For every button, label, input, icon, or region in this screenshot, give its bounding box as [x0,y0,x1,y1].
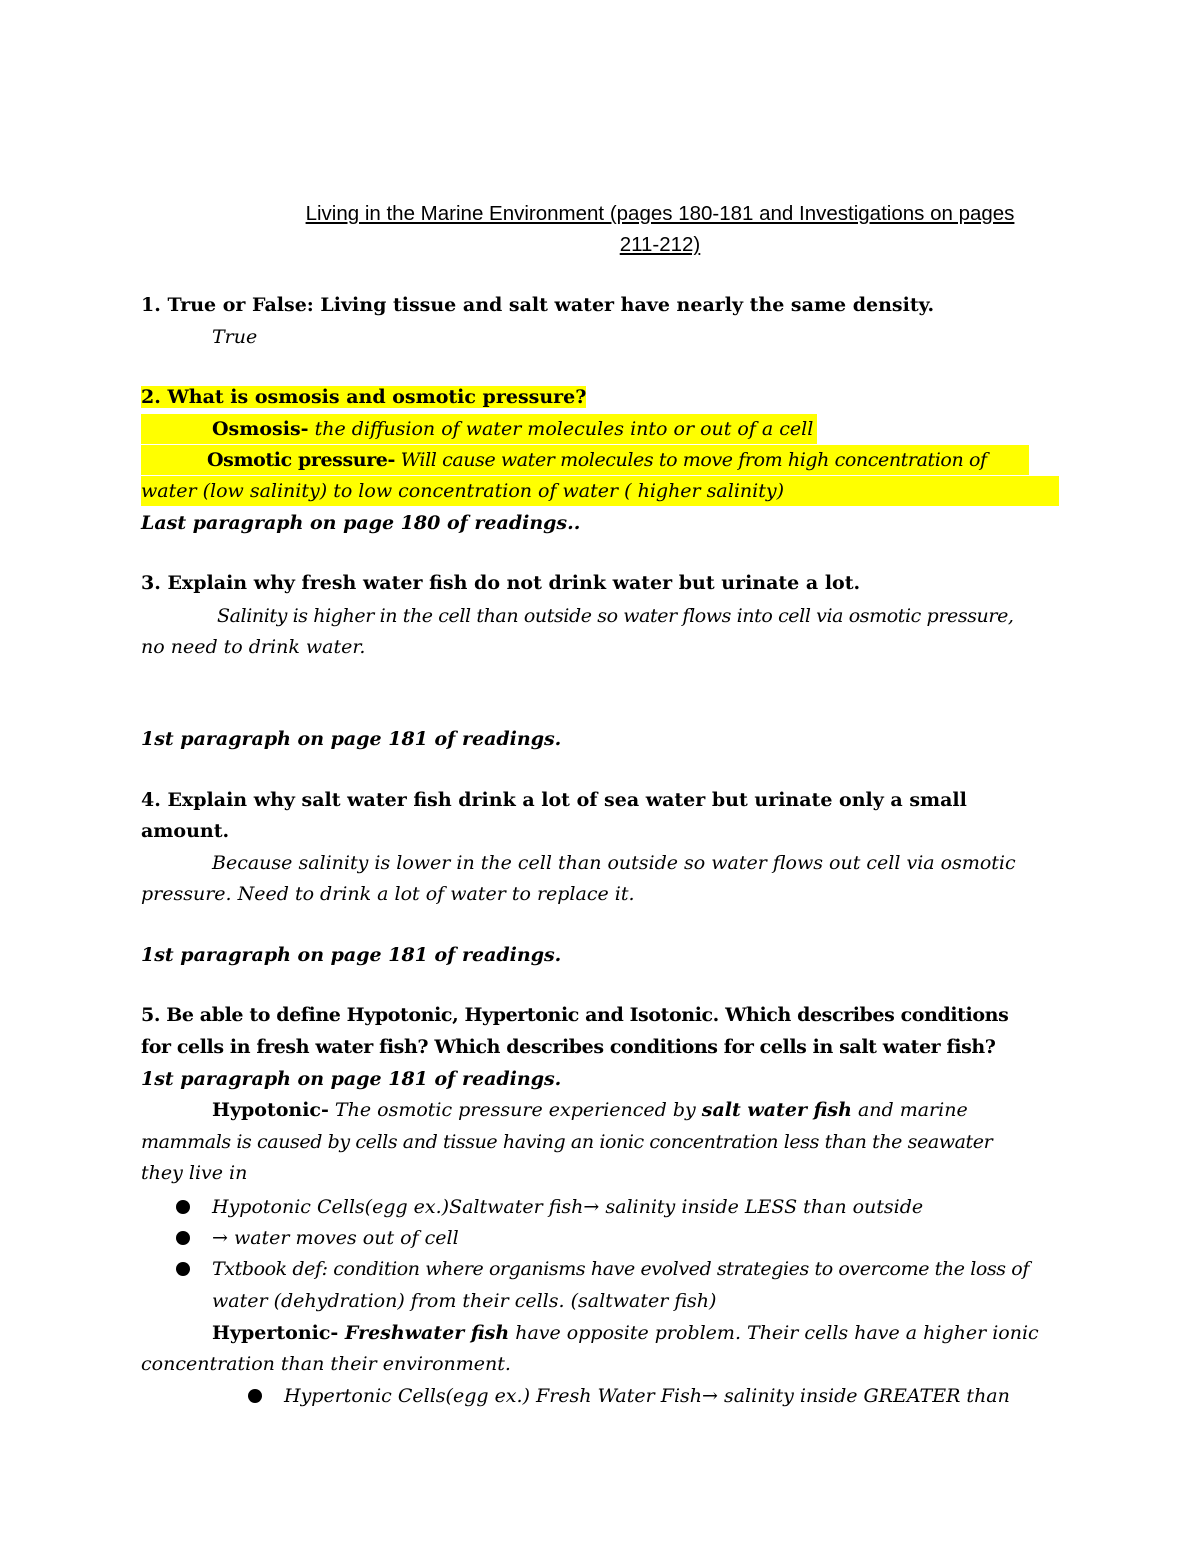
hypertonic-bullet: Hypertonic Cells(egg ex.) Fresh Water Fish→ salinity inside GREATER than [284,1385,1010,1407]
hypertonic-emph: Freshwater fish [338,1322,510,1344]
osmosis-definition [212,414,813,444]
hypertonic-def-line-2: concentration than their environment. [141,1353,511,1375]
answer-1: True [212,326,258,348]
hypertonic-def-a: have opposite problem. Their cells have a higher ionic [509,1322,1039,1344]
answer-4-line-1: Because salinity is lower in the cell than outside so water flows out cell via osmotic [212,852,1016,874]
bullet-item-3-cont: water (dehydration) from their cells. (saltwater fish) [212,1290,717,1312]
hypotonic-def-line-3: they live in [141,1162,248,1184]
question-4-line-1: 4. Explain why salt water fish drink a lot of sea water but urinate only a small [141,789,967,811]
hypotonic-def-b: and marine [851,1099,968,1121]
bullet-item-2: → water moves out of cell [212,1227,459,1249]
document-title-line-2: 211-212) [619,233,701,256]
document-title-line-1: Living in the Marine Environment (pages 180-181 and Investigations on pages [305,202,1015,225]
bullet-item-3: Txtbook def: condition where organisms have evolved strategies to overcome the loss of [212,1258,1029,1280]
reference-5: 1st paragraph on page 181 of readings. [141,1068,562,1090]
bullet-item-1: Hypotonic Cells(egg ex.)Saltwater fish→ salinity inside LESS than outside [212,1196,924,1218]
hypertonic-definition [212,1318,1039,1348]
reference-4: 1st paragraph on page 181 of readings. [141,944,562,966]
bullet-icon [176,1200,190,1214]
hypotonic-def-emph: salt water fish [701,1099,852,1121]
hypertonic-term: Hypertonic- [212,1322,339,1344]
hypotonic-definition [212,1095,968,1125]
hypotonic-def-line-2: mammals is caused by cells and tissue having an ionic concentration less than the seawater [141,1131,993,1153]
answer-3-line-2: no need to drink water. [141,636,366,658]
osmotic-pressure-definition [207,445,987,475]
osmosis-term: Osmosis- [212,418,309,440]
hypotonic-term: Hypotonic- [212,1099,329,1121]
question-5-line-1: 5. Be able to define Hypotonic, Hypertonic and Isotonic. Which describes conditions [141,1004,1009,1026]
question-1: 1. True or False: Living tissue and salt water have nearly the same density. [141,294,935,316]
question-4-line-2: amount. [141,820,230,842]
osmosis-def: the diffusion of water molecules into or out of a cell [308,418,814,440]
reference-3: 1st paragraph on page 181 of readings. [141,728,562,750]
hypotonic-def-a: The osmotic pressure experienced by [328,1099,702,1121]
question-2-text: 2. What is osmosis and osmotic pressure? [141,386,587,408]
osmotic-pressure-term: Osmotic pressure- [207,449,395,471]
bullet-icon [176,1231,190,1245]
bullet-icon [248,1389,262,1403]
question-5-line-2: for cells in fresh water fish? Which describes conditions for cells in salt water fish? [141,1036,996,1058]
bullet-icon [176,1262,190,1276]
reference-2: Last paragraph on page 180 of readings.. [141,512,581,534]
answer-3-line-1: Salinity is higher in the cell than outside so water flows into cell via osmotic pressure, [217,605,1014,627]
question-3: 3. Explain why fresh water fish do not drink water but urinate a lot. [141,572,861,594]
osmotic-pressure-def-cont: water (low salinity) to low concentration of water ( higher salinity) [141,480,784,502]
answer-4-line-2: pressure. Need to drink a lot of water to replace it. [141,883,635,905]
osmotic-pressure-def: Will cause water molecules to move from high concentration of [394,449,987,471]
question-2 [141,382,586,412]
